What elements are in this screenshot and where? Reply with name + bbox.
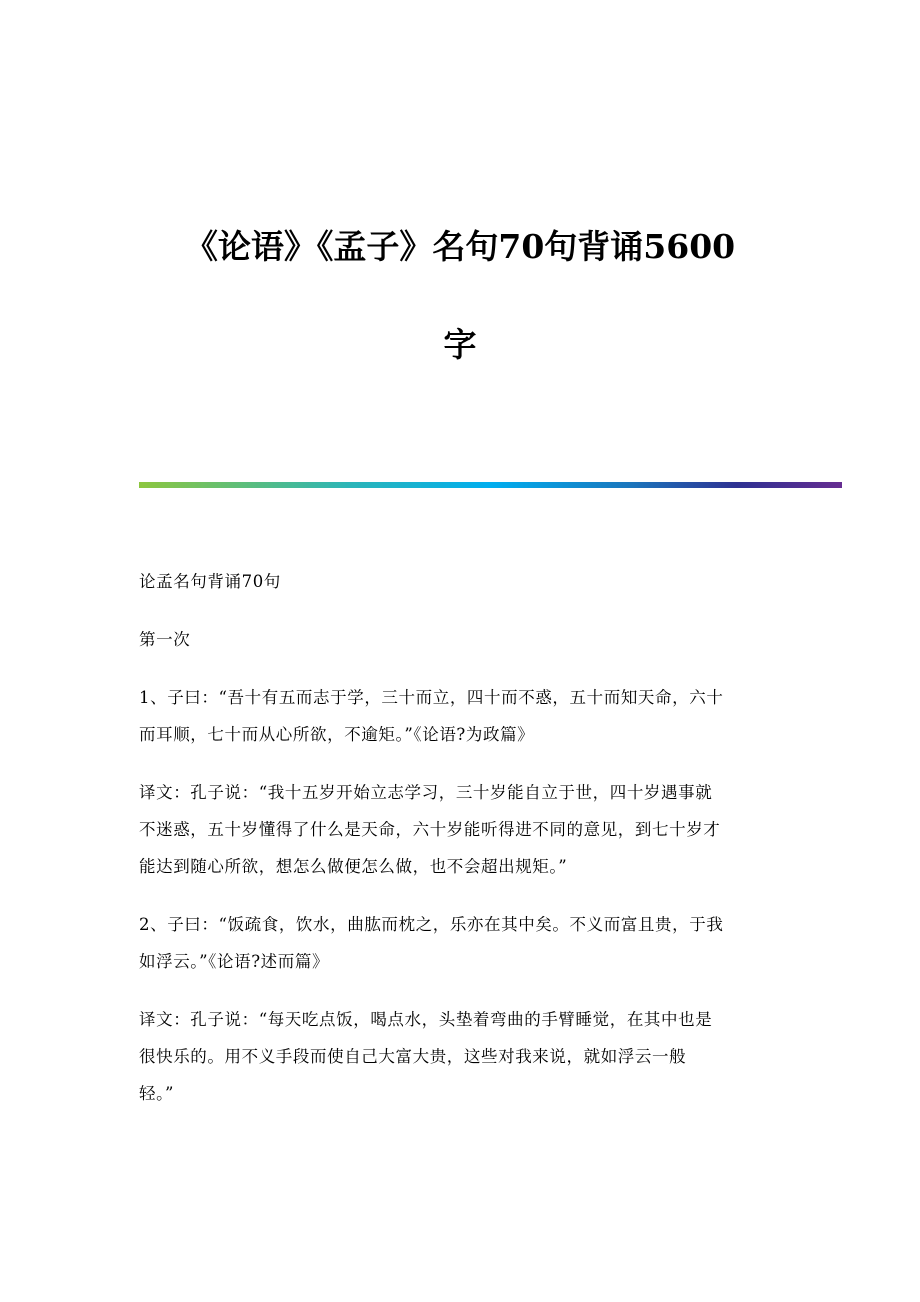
text-line: 2、子曰：“饭疏食，饮水，曲肱而枕之，乐亦在其中矣。不义而富且贵，于我 bbox=[139, 915, 724, 934]
text-line: 论孟名句背诵70句 bbox=[139, 572, 281, 591]
paragraph-quote-1 bbox=[139, 679, 799, 753]
paragraph-translation-2 bbox=[139, 1001, 799, 1112]
title-line-2: 字 bbox=[443, 325, 477, 364]
text-line: 第一次 bbox=[139, 630, 191, 649]
text-line: 能达到随心所欲，想怎么做便怎么做，也不会超出规矩。” bbox=[139, 857, 568, 876]
text-line: 很快乐的。用不义手段而使自己大富大贵，这些对我来说，就如浮云一般 bbox=[139, 1047, 687, 1066]
text-line: 轻。” bbox=[139, 1084, 174, 1103]
text-line: 译文：孔子说：“每天吃点饭，喝点水，头垫着弯曲的手臂睡觉，在其中也是 bbox=[139, 1010, 713, 1029]
document-body bbox=[139, 563, 799, 1133]
text-line: 如浮云。”《论语?述而篇》 bbox=[139, 952, 330, 971]
paragraph-translation-1 bbox=[139, 774, 799, 885]
paragraph-heading bbox=[139, 563, 799, 600]
paragraph-quote-2 bbox=[139, 906, 799, 980]
paragraph-section bbox=[139, 621, 799, 658]
text-line: 译文：孔子说：“我十五岁开始立志学习，三十岁能自立于世，四十岁遇事就 bbox=[139, 783, 713, 802]
text-line: 1、子曰：“吾十有五而志于学，三十而立，四十而不惑，五十而知天命，六十 bbox=[139, 688, 724, 707]
text-line: 不迷惑，五十岁懂得了什么是天命，六十岁能听得进不同的意见，到七十岁才 bbox=[139, 820, 721, 839]
title-line-1: 《论语》《孟子》名句70句背诵5600 bbox=[184, 227, 736, 266]
gradient-divider bbox=[139, 482, 842, 488]
document-title bbox=[0, 198, 920, 394]
text-line: 而耳顺，七十而从心所欲，不逾矩。”《论语?为政篇》 bbox=[139, 725, 535, 744]
